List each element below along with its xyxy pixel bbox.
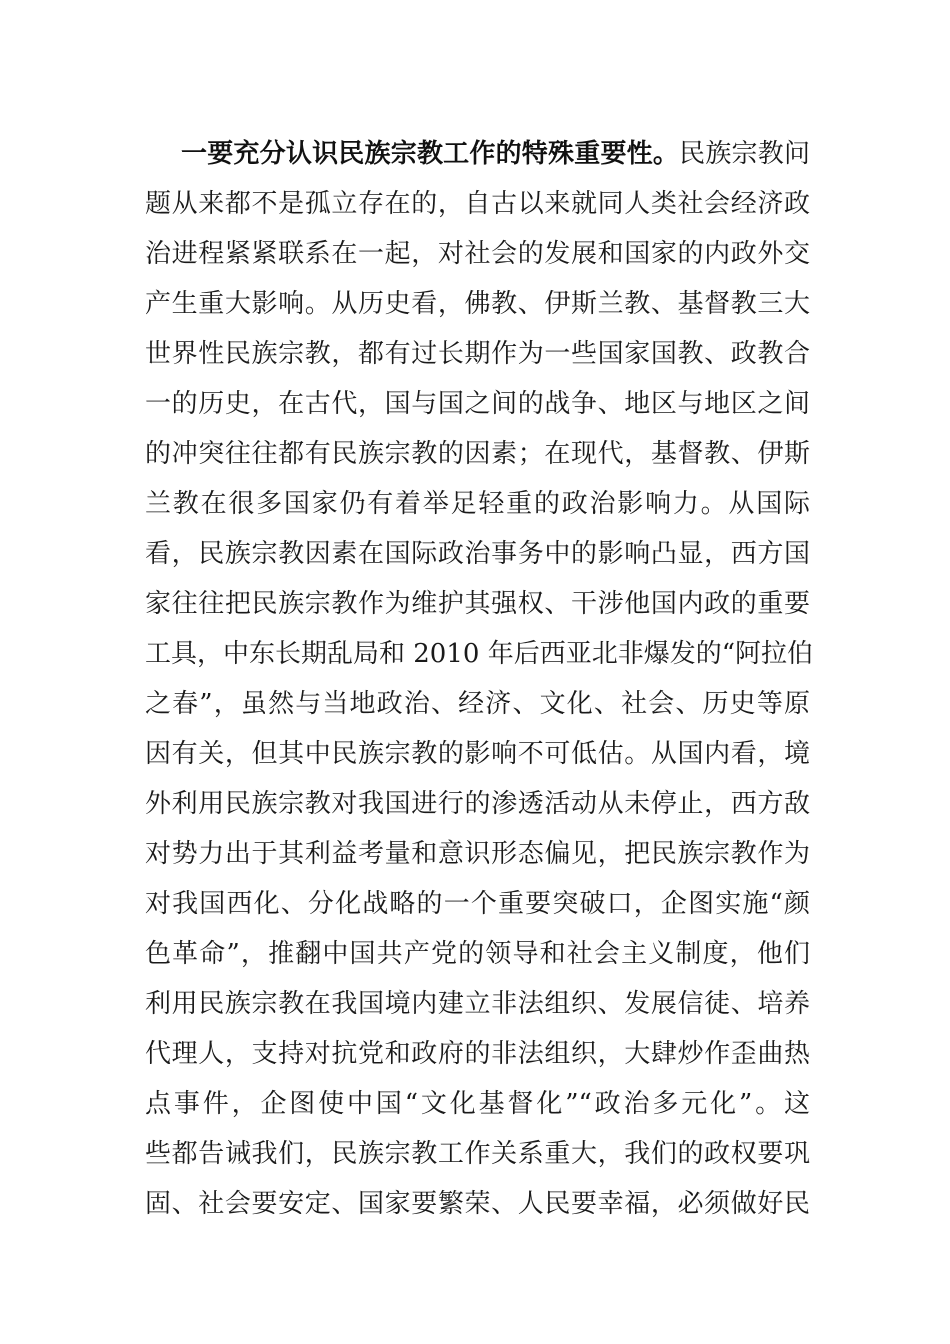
paragraph-line-18: 利用民族宗教在我国境内建立非法组织、发展信徒、培养: [145, 989, 810, 1019]
paragraph-line-19: 代理人，支持对抗党和政府的非法组织，大肆炒作歪曲热: [145, 1039, 810, 1069]
paragraph-line-21: 些都告诫我们，民族宗教工作关系重大，我们的政权要巩: [145, 1139, 810, 1169]
paragraph-line-3: 治进程紧紧联系在一起，对社会的发展和国家的内政外交: [145, 239, 810, 269]
paragraph-text: 民族宗教问: [679, 139, 810, 169]
paragraph-line-17: 色革命”，推翻中国共产党的领导和社会主义制度，他们: [145, 939, 810, 969]
paragraph-line-12: 之春”，虽然与当地政治、经济、文化、社会、历史等原: [145, 689, 810, 719]
paragraph-line-20: 点事件，企图使中国“文化基督化”“政治多元化”。这: [145, 1089, 810, 1119]
paragraph-line-2: 题从来都不是孤立存在的，自古以来就同人类社会经济政: [145, 189, 810, 219]
paragraph-line-15: 对势力出于其利益考量和意识形态偏见，把民族宗教作为: [145, 839, 810, 869]
paragraph-line-4: 产生重大影响。从历史看，佛教、伊斯兰教、基督教三大: [145, 289, 810, 319]
paragraph-line-7: 的冲突往往都有民族宗教的因素；在现代，基督教、伊斯: [145, 439, 810, 469]
paragraph-line-6: 一的历史，在古代，国与国之间的战争、地区与地区之间: [145, 389, 810, 419]
paragraph-heading: 一要充分认识民族宗教工作的特殊重要性。: [181, 139, 680, 169]
paragraph-line-14: 外利用民族宗教对我国进行的渗透活动从未停止，西方敌: [145, 789, 810, 819]
paragraph-line-22: 固、社会要安定、国家要繁荣、人民要幸福，必须做好民: [145, 1189, 810, 1219]
paragraph-line-1: [181, 129, 810, 179]
paragraph-line-10: 家往往把民族宗教作为维护其强权、干涉他国内政的重要: [145, 589, 810, 619]
paragraph-line-5: 世界性民族宗教，都有过长期作为一些国家国教、政教合: [145, 339, 810, 369]
paragraph-line-9: 看，民族宗教因素在国际政治事务中的影响凸显，西方国: [145, 539, 810, 569]
paragraph-line-11: 工具，中东长期乱局和 2010 年后西亚北非爆发的“阿拉伯: [145, 639, 813, 669]
paragraph-line-8: 兰教在很多国家仍有着举足轻重的政治影响力。从国际: [145, 489, 810, 519]
paragraph-line-16: 对我国西化、分化战略的一个重要突破口，企图实施“颜: [145, 889, 810, 919]
paragraph-line-13: 因有关，但其中民族宗教的影响不可低估。从国内看，境: [145, 739, 810, 769]
